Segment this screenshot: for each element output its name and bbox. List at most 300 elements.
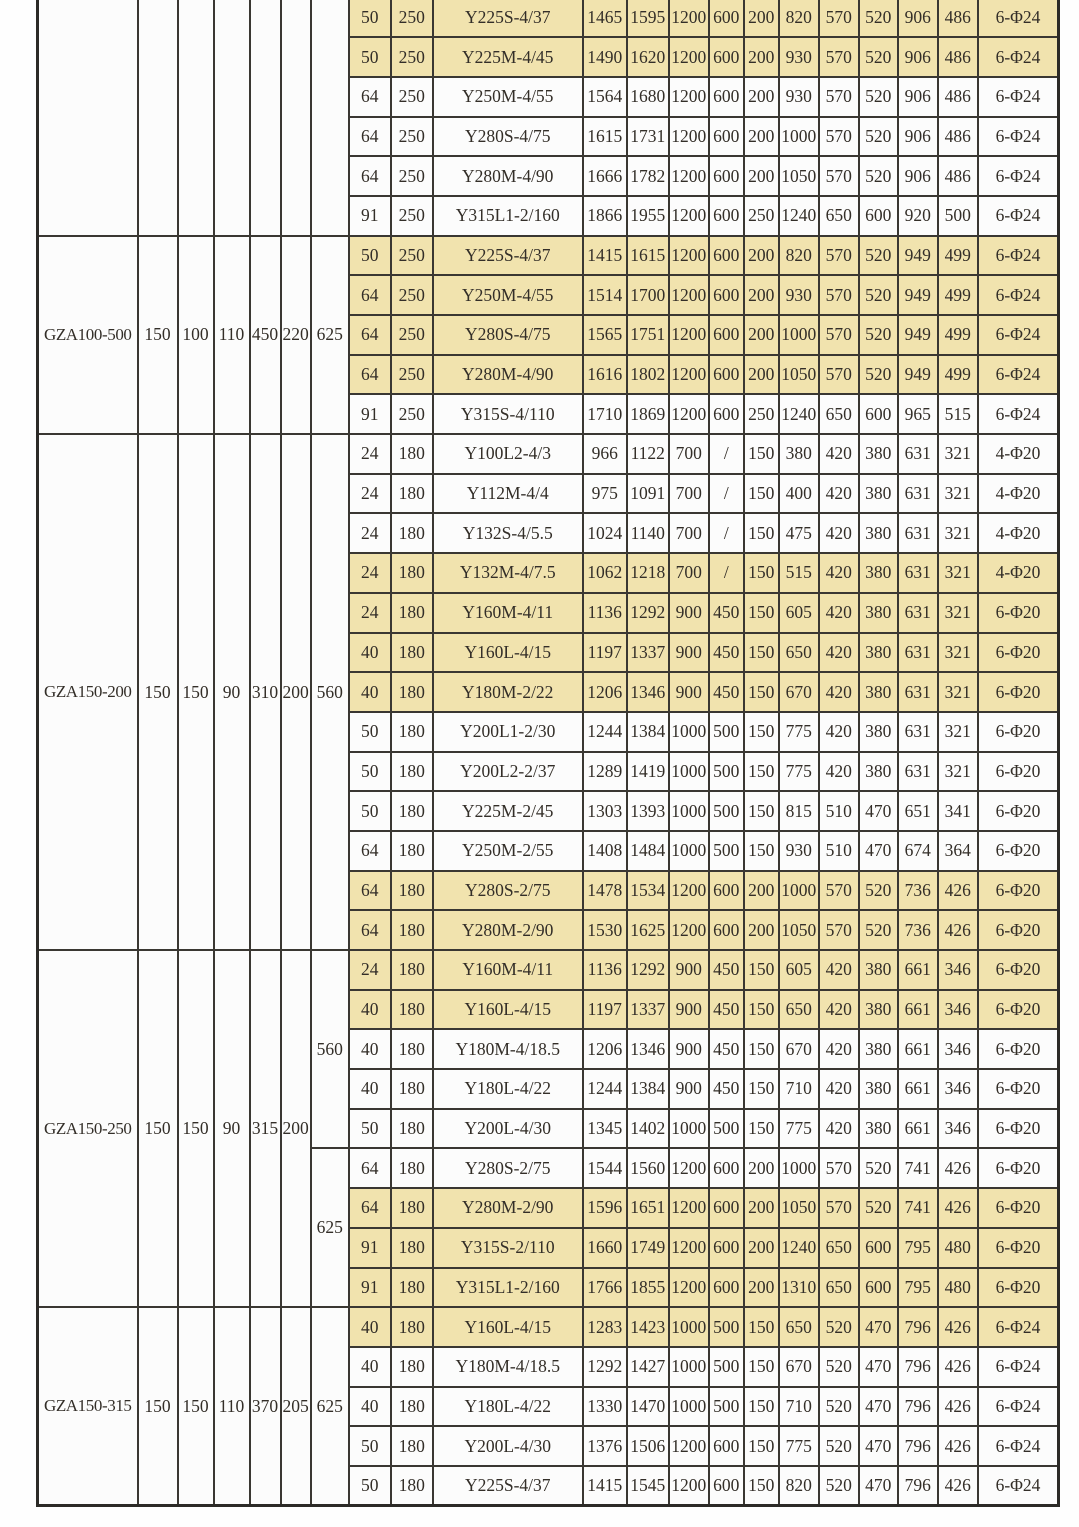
data-cell: 380 — [859, 474, 898, 514]
data-cell: 1000 — [779, 1148, 819, 1188]
data-cell: 1384 — [627, 1069, 669, 1109]
pump-spec-cell: 150 — [178, 434, 214, 950]
data-cell: 520 — [819, 1466, 859, 1506]
motor-model-cell: Y280S-2/75 — [433, 1148, 583, 1188]
data-cell: 650 — [819, 196, 859, 236]
data-cell: 480 — [938, 1268, 978, 1308]
data-cell: 50 — [349, 236, 391, 276]
data-cell: 486 — [938, 77, 978, 117]
data-cell: 631 — [898, 593, 938, 633]
data-cell: 150 — [744, 593, 779, 633]
data-cell: 1565 — [583, 315, 627, 355]
data-cell: 1651 — [627, 1188, 669, 1228]
data-cell: 64 — [349, 910, 391, 950]
data-cell: 600 — [709, 196, 744, 236]
data-cell: 24 — [349, 513, 391, 553]
data-cell: 900 — [669, 990, 709, 1030]
data-cell: 1000 — [669, 1347, 709, 1387]
data-cell: 1384 — [627, 712, 669, 752]
data-cell: 1200 — [669, 37, 709, 77]
data-cell: 1465 — [583, 0, 627, 37]
data-cell: 180 — [391, 593, 433, 633]
data-cell: 150 — [744, 434, 779, 474]
data-cell: 650 — [779, 1307, 819, 1347]
data-cell: 499 — [938, 355, 978, 395]
data-cell: 670 — [779, 1029, 819, 1069]
data-cell: 631 — [898, 712, 938, 752]
data-cell: 150 — [744, 513, 779, 553]
data-cell: 920 — [898, 196, 938, 236]
data-cell: 420 — [819, 1069, 859, 1109]
motor-model-cell: Y180M-4/18.5 — [433, 1347, 583, 1387]
pump-spec-cell: 150 — [138, 434, 178, 950]
data-cell: 570 — [819, 117, 859, 157]
data-cell: 600 — [709, 1228, 744, 1268]
data-cell: 150 — [744, 633, 779, 673]
data-cell: 200 — [744, 1228, 779, 1268]
data-cell: 570 — [819, 275, 859, 315]
data-cell: 600 — [709, 1188, 744, 1228]
data-cell: 1136 — [583, 950, 627, 990]
data-cell: 1244 — [583, 712, 627, 752]
pump-spec-cell: 370 — [250, 1307, 281, 1505]
data-cell: 1530 — [583, 910, 627, 950]
data-cell: 520 — [859, 156, 898, 196]
pump-spec-cell: 90 — [214, 434, 250, 950]
data-cell: 426 — [938, 1347, 978, 1387]
data-cell: 180 — [391, 1069, 433, 1109]
data-cell: 775 — [779, 752, 819, 792]
bolt-spec-cell: 6-Φ20 — [978, 871, 1059, 911]
data-cell: 1091 — [627, 474, 669, 514]
data-cell: 949 — [898, 315, 938, 355]
bolt-spec-cell: 6-Φ20 — [978, 672, 1059, 712]
data-cell: 150 — [744, 672, 779, 712]
data-cell: 1050 — [779, 910, 819, 950]
data-cell: 520 — [859, 275, 898, 315]
data-cell: 426 — [938, 910, 978, 950]
frame-size-cell: 625 — [311, 1148, 349, 1307]
data-cell: 775 — [779, 1426, 819, 1466]
data-cell: 499 — [938, 236, 978, 276]
bolt-spec-cell: 6-Φ24 — [978, 1466, 1059, 1506]
data-cell: 736 — [898, 871, 938, 911]
data-cell: 661 — [898, 1109, 938, 1149]
data-cell: 420 — [819, 712, 859, 752]
data-cell: 470 — [859, 1466, 898, 1506]
data-cell: 150 — [744, 712, 779, 752]
data-cell: 700 — [669, 474, 709, 514]
data-cell: 64 — [349, 156, 391, 196]
motor-model-cell: Y225S-4/37 — [433, 236, 583, 276]
frame-size-cell: 625 — [311, 236, 349, 434]
data-cell: 1206 — [583, 1029, 627, 1069]
data-cell: 796 — [898, 1347, 938, 1387]
data-cell: 520 — [859, 1148, 898, 1188]
data-cell: 736 — [898, 910, 938, 950]
data-cell: 1200 — [669, 1268, 709, 1308]
data-cell: 40 — [349, 633, 391, 673]
data-cell: 1000 — [779, 871, 819, 911]
data-cell: 1534 — [627, 871, 669, 911]
data-cell: 150 — [744, 831, 779, 871]
data-cell: 346 — [938, 1109, 978, 1149]
data-cell: 1200 — [669, 1426, 709, 1466]
data-cell: 1000 — [669, 831, 709, 871]
data-cell: 450 — [709, 950, 744, 990]
data-cell: 1427 — [627, 1347, 669, 1387]
data-cell: 250 — [391, 394, 433, 434]
data-cell: 64 — [349, 315, 391, 355]
data-cell: 1955 — [627, 196, 669, 236]
bolt-spec-cell: 4-Φ20 — [978, 434, 1059, 474]
data-cell: 500 — [709, 1347, 744, 1387]
data-cell: 180 — [391, 474, 433, 514]
data-cell: 250 — [391, 196, 433, 236]
data-cell: 600 — [859, 1268, 898, 1308]
data-cell: / — [709, 553, 744, 593]
data-cell: 600 — [709, 1268, 744, 1308]
data-cell: 180 — [391, 910, 433, 950]
data-cell: 200 — [744, 910, 779, 950]
data-cell: 1000 — [669, 712, 709, 752]
data-cell: 64 — [349, 117, 391, 157]
data-cell: 180 — [391, 633, 433, 673]
data-cell: 180 — [391, 1268, 433, 1308]
bolt-spec-cell: 4-Φ20 — [978, 513, 1059, 553]
data-cell: 600 — [859, 394, 898, 434]
data-cell: 200 — [744, 1148, 779, 1188]
data-cell: 470 — [859, 791, 898, 831]
data-cell: 1292 — [583, 1347, 627, 1387]
data-cell: 515 — [779, 553, 819, 593]
data-cell: 1337 — [627, 633, 669, 673]
motor-model-cell: Y180M-2/22 — [433, 672, 583, 712]
data-cell: 1560 — [627, 1148, 669, 1188]
data-cell: 1490 — [583, 37, 627, 77]
data-cell: 1346 — [627, 1029, 669, 1069]
data-cell: 1415 — [583, 236, 627, 276]
bolt-spec-cell: 6-Φ20 — [978, 831, 1059, 871]
data-cell: 250 — [391, 355, 433, 395]
data-cell: 965 — [898, 394, 938, 434]
motor-model-cell: Y280M-2/90 — [433, 910, 583, 950]
data-cell: 180 — [391, 672, 433, 712]
data-cell: 250 — [391, 236, 433, 276]
data-cell: 321 — [938, 474, 978, 514]
data-cell: 1423 — [627, 1307, 669, 1347]
data-cell: 40 — [349, 1307, 391, 1347]
data-cell: 40 — [349, 672, 391, 712]
bolt-spec-cell: 6-Φ20 — [978, 1109, 1059, 1149]
data-cell: 500 — [709, 831, 744, 871]
pump-spec-cell: 100 — [178, 236, 214, 434]
data-cell: 200 — [744, 315, 779, 355]
data-cell: 1240 — [779, 394, 819, 434]
data-cell: 1419 — [627, 752, 669, 792]
data-cell: 600 — [709, 871, 744, 911]
data-cell: 380 — [859, 513, 898, 553]
data-cell: 180 — [391, 1466, 433, 1506]
data-cell: 1660 — [583, 1228, 627, 1268]
data-cell: 180 — [391, 831, 433, 871]
data-cell: 600 — [859, 1228, 898, 1268]
data-cell: 420 — [819, 593, 859, 633]
table-row — [38, 950, 1059, 990]
pump-model-cell: GZA150-200 — [38, 434, 138, 950]
data-cell: 200 — [744, 355, 779, 395]
data-cell: 200 — [744, 871, 779, 911]
data-cell: 906 — [898, 156, 938, 196]
data-cell: 1200 — [669, 1466, 709, 1506]
data-cell: 321 — [938, 513, 978, 553]
data-cell: 64 — [349, 871, 391, 911]
data-cell: 1200 — [669, 355, 709, 395]
data-cell: 510 — [819, 831, 859, 871]
data-cell: 475 — [779, 513, 819, 553]
data-cell: 450 — [709, 633, 744, 673]
data-cell: 1680 — [627, 77, 669, 117]
data-cell: 200 — [744, 1188, 779, 1228]
data-cell: 91 — [349, 1268, 391, 1308]
data-cell: 1050 — [779, 156, 819, 196]
motor-model-cell: Y280S-4/75 — [433, 315, 583, 355]
data-cell: 380 — [859, 553, 898, 593]
data-cell: 420 — [819, 633, 859, 673]
pump-model-cell — [38, 0, 138, 236]
data-cell: 949 — [898, 236, 938, 276]
data-cell: 815 — [779, 791, 819, 831]
pump-spec-cell: 315 — [250, 950, 281, 1307]
data-cell: 605 — [779, 593, 819, 633]
frame-size-cell: 560 — [311, 950, 349, 1148]
data-cell: 900 — [669, 950, 709, 990]
data-cell: 500 — [709, 712, 744, 752]
data-cell: 1200 — [669, 315, 709, 355]
data-cell: 64 — [349, 831, 391, 871]
data-cell: 150 — [744, 1426, 779, 1466]
data-cell: 1000 — [669, 1387, 709, 1427]
data-cell: 200 — [744, 156, 779, 196]
data-cell: 420 — [819, 1109, 859, 1149]
data-cell: 1564 — [583, 77, 627, 117]
pump-spec-cell: 205 — [281, 1307, 311, 1505]
data-cell: 180 — [391, 1228, 433, 1268]
data-cell: 600 — [709, 1466, 744, 1506]
motor-model-cell: Y132M-4/7.5 — [433, 553, 583, 593]
bolt-spec-cell: 6-Φ20 — [978, 633, 1059, 673]
data-cell: 380 — [859, 752, 898, 792]
pump-model-cell: GZA150-315 — [38, 1307, 138, 1505]
spec-table-body — [38, 0, 1059, 1506]
data-cell: 341 — [938, 791, 978, 831]
pump-spec-cell — [138, 0, 178, 236]
data-cell: 520 — [819, 1347, 859, 1387]
data-cell: 250 — [391, 0, 433, 37]
data-cell: 499 — [938, 275, 978, 315]
motor-model-cell: Y160L-4/15 — [433, 990, 583, 1030]
data-cell: 1200 — [669, 871, 709, 911]
data-cell: 670 — [779, 672, 819, 712]
data-cell: 1062 — [583, 553, 627, 593]
data-cell: 1478 — [583, 871, 627, 911]
data-cell: 674 — [898, 831, 938, 871]
data-cell: 1050 — [779, 1188, 819, 1228]
data-cell: 1240 — [779, 196, 819, 236]
data-cell: 1200 — [669, 1228, 709, 1268]
pump-spec-cell — [214, 0, 250, 236]
data-cell: 1710 — [583, 394, 627, 434]
motor-model-cell: Y200L-4/30 — [433, 1426, 583, 1466]
data-cell: 1206 — [583, 672, 627, 712]
data-cell: 1244 — [583, 1069, 627, 1109]
data-cell: 1625 — [627, 910, 669, 950]
data-cell: / — [709, 513, 744, 553]
motor-model-cell: Y160M-4/11 — [433, 950, 583, 990]
data-cell: 426 — [938, 1426, 978, 1466]
pump-spec-cell: 110 — [214, 236, 250, 434]
data-cell: 775 — [779, 712, 819, 752]
data-cell: 180 — [391, 712, 433, 752]
data-cell: 91 — [349, 394, 391, 434]
data-cell: 820 — [779, 236, 819, 276]
data-cell: 520 — [859, 315, 898, 355]
motor-model-cell: Y160L-4/15 — [433, 1307, 583, 1347]
data-cell: 40 — [349, 1029, 391, 1069]
bolt-spec-cell: 6-Φ24 — [978, 77, 1059, 117]
data-cell: 200 — [744, 117, 779, 157]
data-cell: 1000 — [669, 1307, 709, 1347]
data-cell: 1292 — [627, 593, 669, 633]
data-cell: 631 — [898, 513, 938, 553]
data-cell: 515 — [938, 394, 978, 434]
pump-spec-cell: 450 — [250, 236, 281, 434]
data-cell: 700 — [669, 434, 709, 474]
data-cell: 426 — [938, 871, 978, 911]
data-cell: 1200 — [669, 275, 709, 315]
motor-model-cell: Y200L-4/30 — [433, 1109, 583, 1149]
pump-spec-cell: 150 — [178, 1307, 214, 1505]
pump-spec-cell — [250, 0, 281, 236]
data-cell: 1197 — [583, 990, 627, 1030]
data-cell: 200 — [744, 37, 779, 77]
data-cell: 570 — [819, 0, 859, 37]
data-cell: 420 — [819, 950, 859, 990]
pump-spec-cell: 150 — [138, 1307, 178, 1505]
motor-model-cell: Y225M-2/45 — [433, 791, 583, 831]
data-cell: 1376 — [583, 1426, 627, 1466]
data-cell: 500 — [709, 1387, 744, 1427]
data-cell: 150 — [744, 1307, 779, 1347]
data-cell: 380 — [859, 1109, 898, 1149]
pump-model-cell: GZA150-250 — [38, 950, 138, 1307]
data-cell: 250 — [391, 77, 433, 117]
data-cell: 1545 — [627, 1466, 669, 1506]
data-cell: 180 — [391, 1188, 433, 1228]
data-cell: 796 — [898, 1387, 938, 1427]
data-cell: 1303 — [583, 791, 627, 831]
data-cell: 180 — [391, 1426, 433, 1466]
bolt-spec-cell: 6-Φ20 — [978, 1069, 1059, 1109]
data-cell: 180 — [391, 950, 433, 990]
data-cell: 796 — [898, 1466, 938, 1506]
data-cell: 426 — [938, 1307, 978, 1347]
bolt-spec-cell: 6-Φ20 — [978, 752, 1059, 792]
data-cell: 1200 — [669, 394, 709, 434]
data-cell: 150 — [744, 1029, 779, 1069]
data-cell: 1544 — [583, 1148, 627, 1188]
data-cell: 795 — [898, 1268, 938, 1308]
data-cell: 24 — [349, 950, 391, 990]
data-cell: 600 — [709, 315, 744, 355]
data-cell: 321 — [938, 593, 978, 633]
motor-model-cell: Y225S-4/37 — [433, 0, 583, 37]
bolt-spec-cell: 6-Φ24 — [978, 1347, 1059, 1387]
data-cell: 1620 — [627, 37, 669, 77]
data-cell: 24 — [349, 553, 391, 593]
data-cell: 40 — [349, 1347, 391, 1387]
data-cell: 64 — [349, 275, 391, 315]
motor-model-cell: Y280S-2/75 — [433, 871, 583, 911]
data-cell: 949 — [898, 275, 938, 315]
data-cell: 200 — [744, 236, 779, 276]
data-cell: 1200 — [669, 196, 709, 236]
data-cell: 631 — [898, 633, 938, 673]
data-cell: 570 — [819, 871, 859, 911]
motor-model-cell: Y180L-4/22 — [433, 1069, 583, 1109]
data-cell: 1337 — [627, 990, 669, 1030]
data-cell: 600 — [709, 394, 744, 434]
data-cell: 570 — [819, 77, 859, 117]
data-cell: 600 — [709, 156, 744, 196]
data-cell: 180 — [391, 1347, 433, 1387]
data-cell: 180 — [391, 791, 433, 831]
data-cell: 600 — [709, 1148, 744, 1188]
data-cell: 631 — [898, 434, 938, 474]
data-cell: 1000 — [779, 315, 819, 355]
data-cell: 1200 — [669, 1148, 709, 1188]
data-cell: 180 — [391, 752, 433, 792]
data-cell: 1615 — [627, 236, 669, 276]
data-cell: 500 — [709, 1307, 744, 1347]
data-cell: 150 — [744, 1466, 779, 1506]
pump-spec-cell: 310 — [250, 434, 281, 950]
data-cell: 450 — [709, 672, 744, 712]
motor-model-cell: Y280M-4/90 — [433, 355, 583, 395]
bolt-spec-cell: 6-Φ20 — [978, 950, 1059, 990]
data-cell: 64 — [349, 1148, 391, 1188]
data-cell: 900 — [669, 1029, 709, 1069]
data-cell: / — [709, 474, 744, 514]
data-cell: 600 — [709, 236, 744, 276]
data-cell: 600 — [709, 355, 744, 395]
data-cell: 570 — [819, 910, 859, 950]
data-cell: 346 — [938, 1029, 978, 1069]
data-cell: 150 — [744, 474, 779, 514]
data-cell: 1200 — [669, 1188, 709, 1228]
data-cell: 661 — [898, 1069, 938, 1109]
bolt-spec-cell: 6-Φ24 — [978, 37, 1059, 77]
data-cell: 150 — [744, 791, 779, 831]
data-cell: 820 — [779, 1466, 819, 1506]
data-cell: 570 — [819, 37, 859, 77]
data-cell: 930 — [779, 831, 819, 871]
data-cell: 200 — [744, 1268, 779, 1308]
pump-spec-cell: 150 — [138, 236, 178, 434]
data-cell: 486 — [938, 37, 978, 77]
pump-spec-cell — [281, 0, 311, 236]
data-cell: 1240 — [779, 1228, 819, 1268]
